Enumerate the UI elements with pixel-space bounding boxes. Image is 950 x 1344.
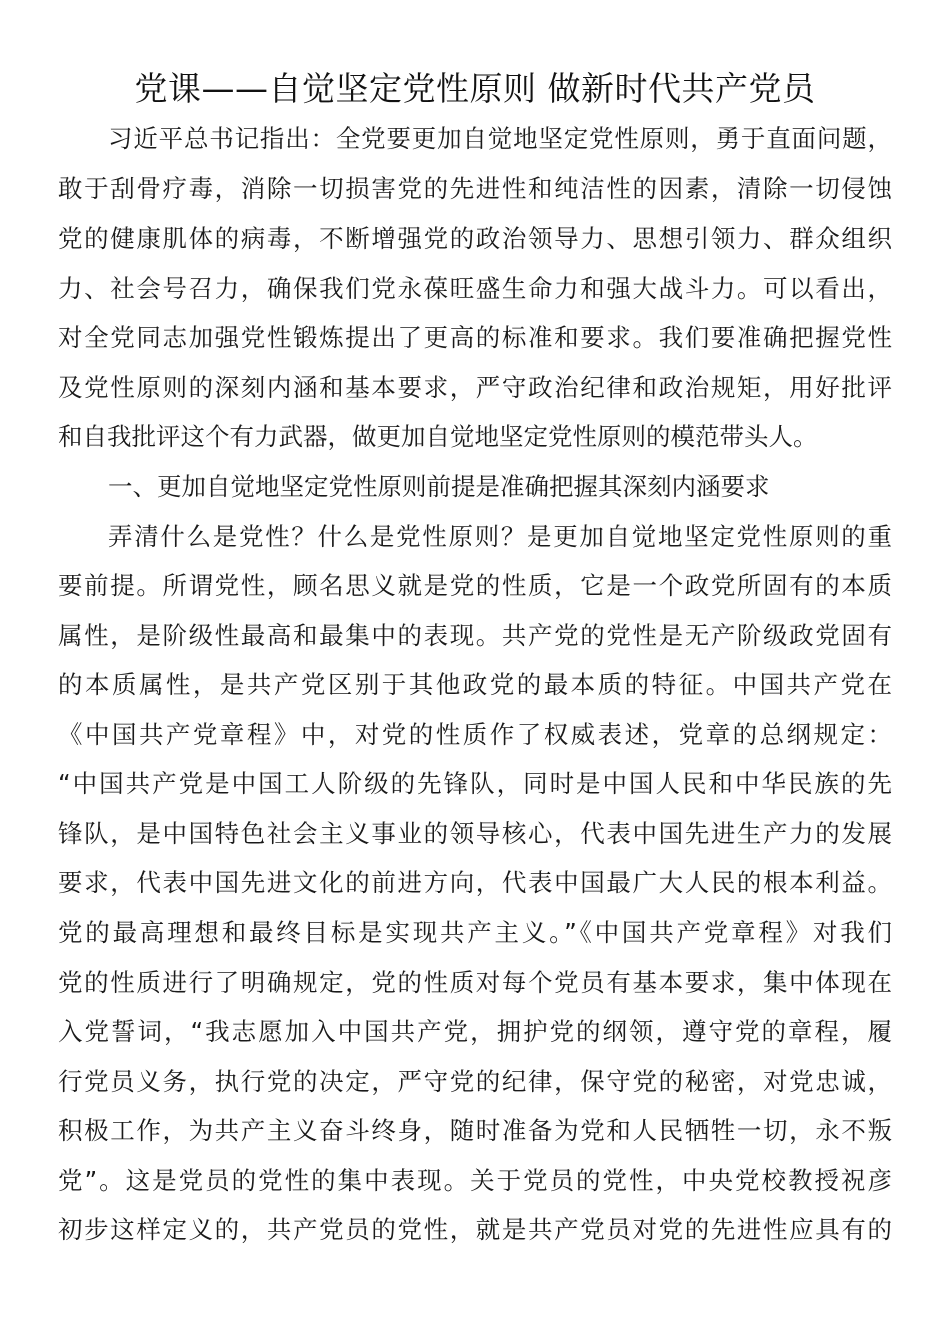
text-line: 弄清什么是党性？什么是党性原则？是更加自觉地坚定党性原则的重 [108,522,892,551]
document-title: 党课——自觉坚定党性原则 做新时代共产党员 [134,69,816,108]
section-heading: 一、更加自觉地坚定党性原则前提是准确把握其深刻内涵要求 [108,472,770,501]
text-line: 习近平总书记指出：全党要更加自觉地坚定党性原则，勇于直面问题， [108,124,892,153]
text-line: 力、社会号召力，确保我们党永葆旺盛生命力和强大战斗力。可以看出， [58,274,892,303]
text-line: 初步这样定义的，共产党员的党性，就是共产党员对党的先进性应具有的 [58,1215,892,1244]
text-line: 敢于刮骨疗毒，消除一切损害党的先进性和纯洁性的因素，清除一切侵蚀 [58,174,892,203]
text-line: 入党誓词，“我志愿加入中国共产党，拥护党的纲领，遵守党的章程，履 [58,1017,892,1046]
text-line: 的本质属性，是共产党区别于其他政党的最本质的特征。中国共产党在 [58,670,892,699]
text-line: 要前提。所谓党性，顾名思义就是党的性质，它是一个政党所固有的本质 [58,571,892,600]
text-line: 行党员义务，执行党的决定，严守党的纪律，保守党的秘密，对党忠诚， [58,1067,892,1096]
text-line: 锋队，是中国特色社会主义事业的领导核心，代表中国先进生产力的发展 [58,819,892,848]
text-line: 要求，代表中国先进文化的前进方向，代表中国最广大人民的根本利益。 [58,868,892,897]
text-line: 属性，是阶级性最高和最集中的表现。共产党的党性是无产阶级政党固有 [58,621,892,650]
text-line: 党的最高理想和最终目标是实现共产主义。”《中国共产党章程》对我们 [58,918,892,947]
text-line: 对全党同志加强党性锻炼提出了更高的标准和要求。我们要准确把握党性 [58,323,892,352]
text-line: 党”。这是党员的党性的集中表现。关于党员的党性，中央党校教授祝彦 [58,1166,892,1195]
text-line: 《中国共产党章程》中，对党的性质作了权威表述，党章的总纲规定： [58,720,892,749]
text-line: 党的性质进行了明确规定，党的性质对每个党员有基本要求，集中体现在 [58,968,892,997]
text-line: “中国共产党是中国工人阶级的先锋队，同时是中国人民和中华民族的先 [58,769,892,798]
text-line: 积极工作，为共产主义奋斗终身，随时准备为党和人民牺牲一切，永不叛 [58,1116,892,1145]
text-line: 及党性原则的深刻内涵和基本要求，严守政治纪律和政治规矩，用好批评 [58,373,892,402]
text-line: 和自我批评这个有力武器，做更加自觉地坚定党性原则的模范带头人。 [58,422,818,451]
text-line: 党的健康肌体的病毒，不断增强党的政治领导力、思想引领力、群众组织 [58,224,892,253]
